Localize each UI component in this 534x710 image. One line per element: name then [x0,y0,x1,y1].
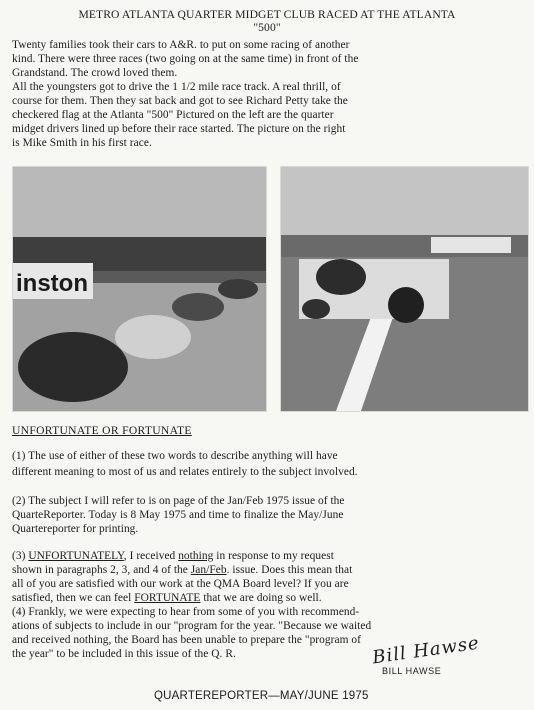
article-line: midget drivers lined up before their race started. The picture on the right [12,123,346,135]
paragraph-3-text: shown in paragraphs 2, 3, and 4 of the [12,564,191,576]
paragraph-3-line [12,564,352,577]
paragraph-3-line: all of you are satisfied with our work at the QMA Board level? If you are [12,578,349,590]
paragraph-3-text: satisfied, then we can feel [12,592,135,604]
paragraph-3-text: that we are doing so well. [200,592,322,604]
article-line: Twenty families took their cars to A&R. to put on some racing of another [12,39,350,51]
article-line: is Mike Smith in his first race. [12,137,152,149]
word-fortunate: FORTUNATE [134,592,201,604]
page-footer: QUARTEREPORTER—MAY/JUNE 1975 [154,690,369,702]
article-line: course for them. Then they sat back and got to see Richard Petty take the [12,95,348,107]
paragraph-1-line: (1) The use of either of these two words to describe anything will have [12,450,338,462]
paragraph-3-line [12,592,322,605]
article-line: Grandstand. The crowd loved them. [12,67,178,79]
word-unfortunately: UNFORTUNATELY [28,550,124,562]
handwritten-signature: Bill Hawse [371,632,481,669]
paragraph-4-line: ations of subjects to include in our "program for the year. "Because we waited [12,620,372,632]
article-line: kind. There were three races (two going on at the same time) in front of the [12,53,359,65]
paragraph-4-line: and received nothing, the Board has been unable to prepare the "program of [12,634,361,646]
paragraph-2-line: Quartereporter for printing. [12,523,139,535]
section-heading: UNFORTUNATE OR FORTUNATE [12,424,192,437]
paragraph-3-text: , I received [123,550,179,562]
photo-mike-smith-race [280,166,529,412]
word-nothing: nothing [178,550,214,562]
word-jan-feb: Jan/Feb [190,564,227,576]
paragraph-4-line: the year" to be included in this issue of the Q. R. [12,648,236,660]
paragraph-4-line: (4) Frankly, we were expecting to hear from some of you with recommend- [12,606,360,618]
paragraph-1-line: different meaning to most of us and relates entirely to the subject involved. [12,466,358,478]
signature-block [362,632,502,682]
paragraph-3-text: in response to my request [213,550,334,562]
photo-drivers-lined-up [12,166,267,412]
article-title-line-1: METRO ATLANTA QUARTER MIDGET CLUB RACED AT THE ATLANTA [78,8,456,21]
sign-fragment: inston [16,270,88,297]
article-title [10,8,524,34]
article-line: checkered flag at the Atlanta "500" Pictured on the left are the quarter [12,109,334,121]
signer-name: BILL HAWSE [382,666,442,676]
article-title-line-2: "500" [253,21,281,34]
paragraph-2-line: QuarteReporter. Today is 8 May 1975 and time to finalize the May/June [12,509,344,521]
paragraph-2-line: (2) The subject I will refer to is on page of the Jan/Feb 1975 issue of the [12,495,345,507]
paragraph-3-text: . issue. Does this mean that [226,564,353,576]
paragraph-3-number: (3) [12,550,29,562]
article-line: All the youngsters got to drive the 1 1/2 mile race track. A real thrill, of [12,81,341,93]
paragraph-3-line [12,550,334,563]
